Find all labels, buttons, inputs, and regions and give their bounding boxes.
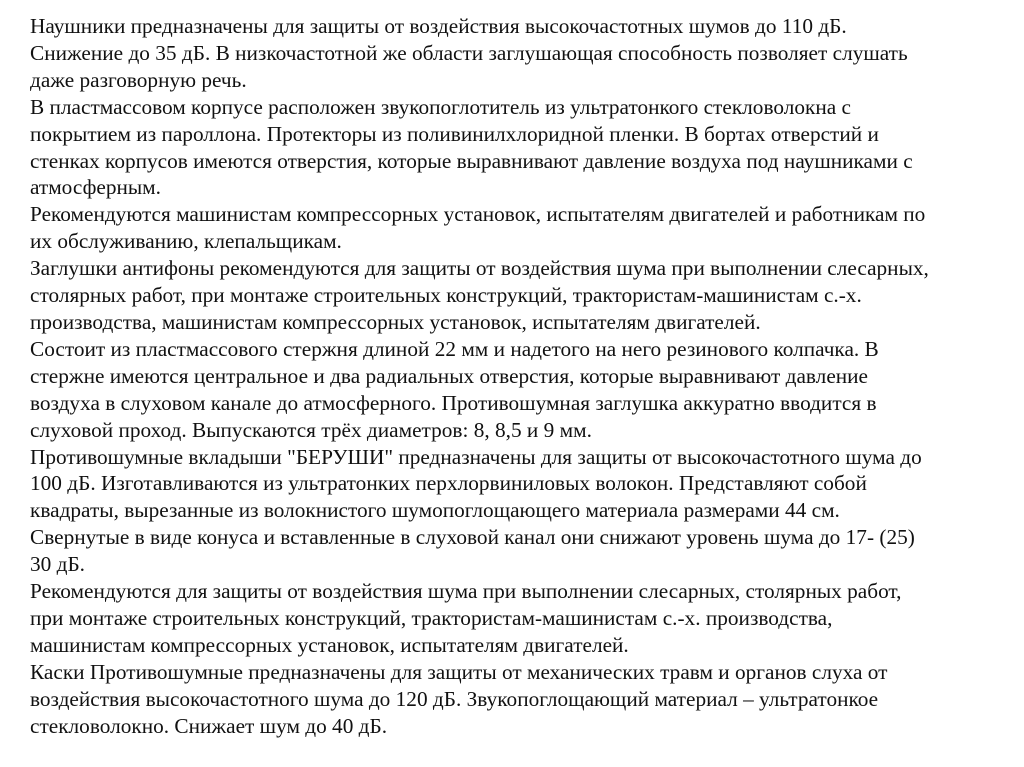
text-line-4: В пластмассовом корпусе расположен звукопоглотитель из ультратонкого стекловолокна с bbox=[30, 94, 851, 119]
text-line-17: Противошумные вкладыши "БЕРУШИ" предназначены для защиты от высокочастотного шума до bbox=[30, 444, 922, 469]
text-line-12: производства, машинистам компрессорных установок, испытателям двигателей. bbox=[30, 309, 761, 334]
text-line-14: стержне имеются центральное и два радиальных отверстия, которые выравнивают давление bbox=[30, 363, 869, 388]
document-body bbox=[30, 13, 1010, 739]
text-line-19: квадраты, вырезанные из волокнистого шумопоглощающего материала размерами 44 см. bbox=[30, 498, 840, 523]
text-line-3: даже разговорную речь. bbox=[30, 67, 247, 92]
text-line-9: их обслуживанию, клепальщикам. bbox=[30, 229, 342, 254]
text-line-7: атмосферным. bbox=[30, 175, 161, 200]
text-line-13: Состоит из пластмассового стержня длиной 22 мм и надетого на него резинового колпачка. В bbox=[30, 336, 879, 361]
text-line-10: Заглушки антифоны рекомендуются для защиты от воздействия шума при выполнении слесарных, bbox=[30, 256, 929, 281]
text-line-23: при монтаже строительных конструкций, трактористам-машинистам с.-х. производства, bbox=[30, 605, 833, 630]
text-line-16: слуховой проход. Выпускаются трёх диаметров: 8, 8,5 и 9 мм. bbox=[30, 417, 592, 442]
text-line-24: машинистам компрессорных установок, испытателям двигателей. bbox=[30, 632, 629, 657]
text-line-5: покрытием из пароллона. Протекторы из поливинилхлоридной пленки. В бортах отверстий и bbox=[30, 121, 879, 146]
text-line-15: воздуха в слуховом канале до атмосферного. Противошумная заглушка аккуратно вводится в bbox=[30, 390, 877, 415]
text-line-11: столярных работ, при монтаже строительных конструкций, трактористам-машинистам с.-х. bbox=[30, 283, 862, 308]
text-line-20: Свернутые в виде конуса и вставленные в слуховой канал они снижают уровень шума до 17- (25) bbox=[30, 525, 915, 550]
text-line-21: 30 дБ. bbox=[30, 552, 86, 577]
text-line-26: воздействия высокочастотного шума до 120 дБ. Звукопоглощающий материал – ультратонкое bbox=[30, 686, 879, 711]
text-line-25: Каски Противошумные предназначены для защиты от механических травм и органов слуха от bbox=[30, 659, 888, 684]
text-line-6: стенках корпусов имеются отверстия, которые выравнивают давление воздуха под наушниками с bbox=[30, 148, 913, 173]
text-line-18: 100 дБ. Изготавливаются из ультратонких перхлорвиниловых волокон. Представляют собой bbox=[30, 471, 867, 496]
text-line-8: Рекомендуются машинистам компрессорных установок, испытателям двигателей и работникам по bbox=[30, 202, 926, 227]
text-line-27: стекловолокно. Снижает шум до 40 дБ. bbox=[30, 713, 388, 738]
text-line-22: Рекомендуются для защиты от воздействия шума при выполнении слесарных, столярных работ, bbox=[30, 579, 902, 604]
text-line-2: Снижение до 35 дБ. В низкочастотной же области заглушающая способность позволяет слушать bbox=[30, 40, 908, 65]
text-line-1: Наушники предназначены для защиты от воздействия высокочастотных шумов до 110 дБ. bbox=[30, 14, 847, 38]
